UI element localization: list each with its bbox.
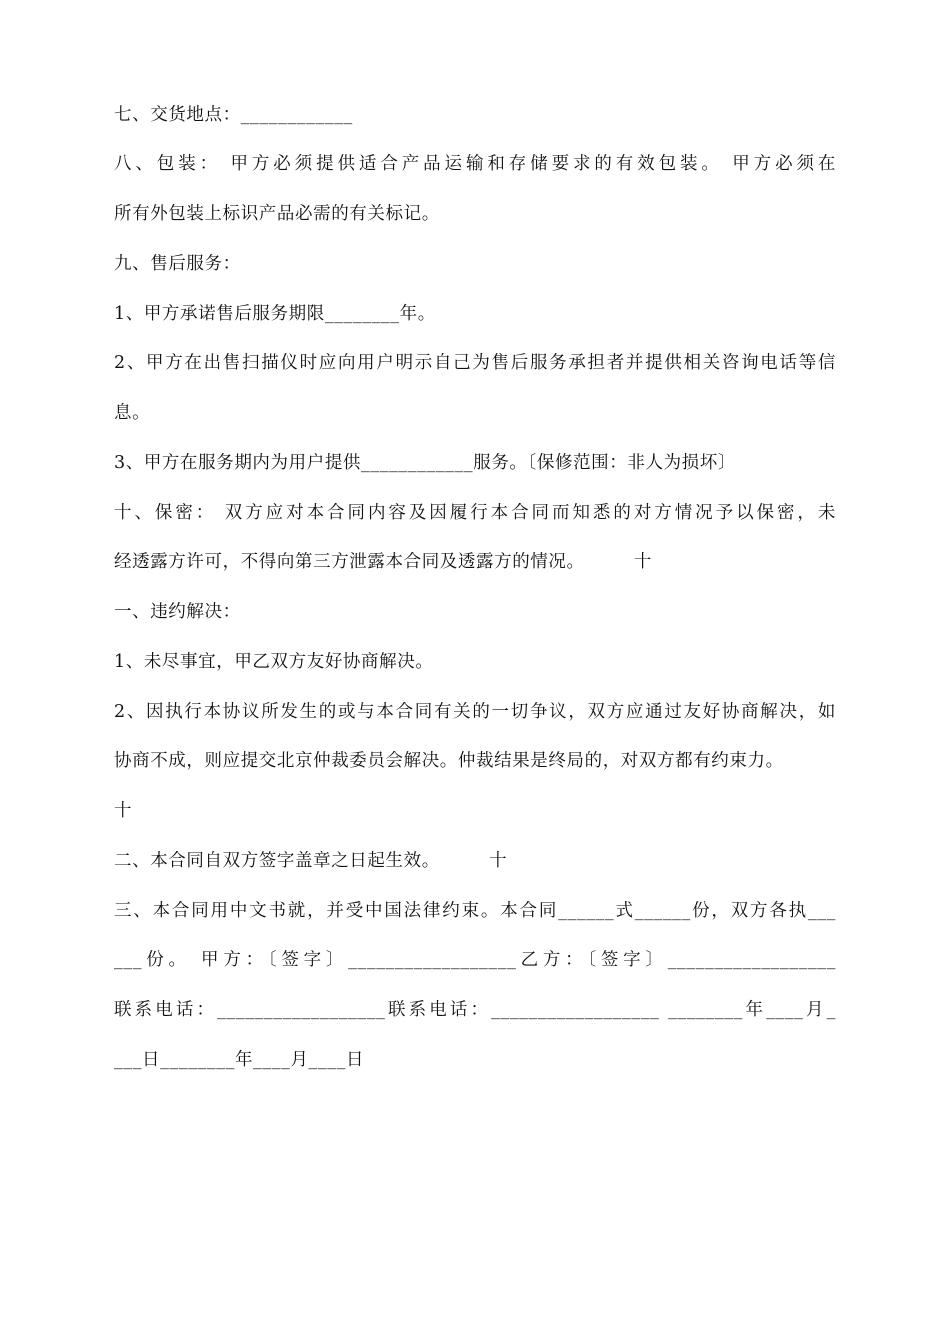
signature-line: ___份。 甲方：〔签字〕__________________乙方：〔签字〕__________________ (114, 950, 836, 970)
clause-12-effective-date: 二、本合同自双方签字盖章之日起生效。 十 (114, 851, 508, 871)
clause-11-breach-heading: 一、违约解决： (114, 602, 241, 622)
clause-9-item-3: 3、甲方在服务期内为用户提供____________服务。〔保修范围：非人为损坏〕 (114, 453, 736, 473)
clause-7-delivery-location: 七、交货地点：____________ (114, 105, 353, 125)
clause-9-item-2-line-2: 息。 (114, 403, 151, 423)
clause-9-item-1: 1、甲方承诺售后服务期限________年。 (114, 304, 436, 324)
clause-12-number-prefix: 十 (114, 801, 133, 821)
clause-9-after-sales-heading: 九、售后服务： (114, 254, 241, 274)
date-line: ___日________年____月____日 (114, 1050, 365, 1070)
clause-9-item-2-line-1: 2、甲方在出售扫描仪时应向用户明示自己为售后服务承担者并提供相关咨询电话等信 (114, 353, 836, 373)
clause-11-item-2-line-1: 2、因执行本协议所发生的或与本合同有关的一切争议，双方应通过友好协商解决，如 (114, 702, 836, 722)
clause-11-item-2-line-2: 协商不成，则应提交北京仲裁委员会解决。仲裁结果是终局的，对双方都有约束力。 (114, 751, 784, 771)
contact-phone-line: 联系电话：__________________联系电话：__________________ ________年____月_ (114, 1000, 836, 1020)
clause-13-language-line-1: 三、本合同用中文书就，并受中国法律约束。本合同______式______份，双方各执___ (114, 901, 836, 921)
clause-10-confidentiality-line-1: 十、保密： 双方应对本合同内容及因履行本合同而知悉的对方情况予以保密，未 (114, 503, 836, 523)
clause-10-confidentiality-line-2: 经透露方许可，不得向第三方泄露本合同及透露方的情况。 十 (114, 552, 652, 572)
clause-11-item-1: 1、未尽事宜，甲乙双方友好协商解决。 (114, 652, 434, 672)
clause-8-packaging-line-1: 八、包装： 甲方必须提供适合产品运输和存储要求的有效包装。 甲方必须在 (114, 154, 836, 174)
clause-8-packaging-line-2: 所有外包装上标识产品必需的有关标记。 (114, 204, 440, 224)
